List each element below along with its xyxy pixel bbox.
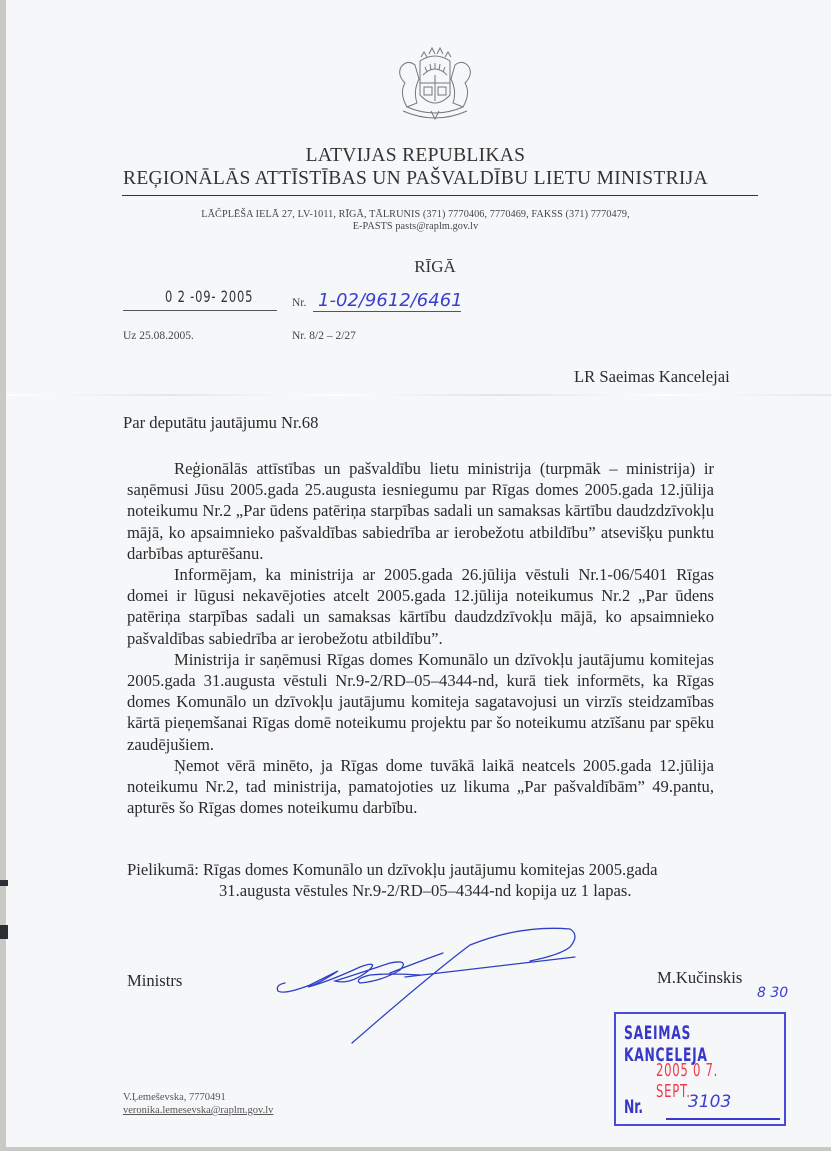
footer-email-link[interactable]: veronika.lemesevska@raplm.gov.lv (123, 1105, 274, 1116)
attachment-line2: 31.augusta vēstules Nr.9-2/RD–05–4344-nd kopija uz 1 lapas. (219, 881, 632, 900)
signatory-title: Ministrs (127, 971, 183, 990)
letter-body (127, 458, 714, 818)
signatory-name: M.Kučinskis (657, 968, 743, 987)
coat-of-arms-icon (393, 45, 477, 125)
stamp-nr-label: Nr. (624, 1096, 644, 1118)
reference-nr: Nr. 8/2 – 2/27 (292, 330, 356, 342)
attachment-line1: Pielikumā: Rīgas domes Komunālo un dzīvokļu jautājumu komitejas 2005.gada (127, 860, 658, 879)
nr-underline (313, 311, 461, 312)
scan-edge-mark (0, 880, 8, 886)
scan-edge-mark (0, 925, 8, 939)
nr-label: Nr. (292, 297, 307, 309)
stamp-nr-underline (666, 1118, 780, 1120)
handwritten-reg-number: 1-02/9612/6461 (318, 290, 463, 311)
place-of-issue: RĪGĀ (414, 257, 456, 276)
stamp-date: 2005 0 7. SEPT. (656, 1060, 719, 1102)
letterhead-rule (122, 195, 758, 196)
letterhead-line1: LATVIJAS REPUBLIKAS (305, 145, 526, 166)
saeima-registration-stamp (614, 1012, 786, 1126)
handwritten-signature (270, 915, 580, 1050)
stamp-title: SAEIMAS KANCELEJA (624, 1022, 708, 1066)
letterhead-email: E-PASTS pasts@raplm.gov.lv (352, 221, 479, 232)
footer-contact: V.Ļemeševska, 7770491 (123, 1092, 226, 1103)
handwritten-note: 8 30 (757, 985, 789, 1001)
fold-line (6, 394, 831, 396)
letterhead-ministry: REĢIONĀLĀS ATTĪSTĪBAS UN PAŠVALDĪBU LIETU MINISTRIJA (123, 168, 708, 189)
date-stamp: 0 2 -09- 2005 (165, 287, 254, 306)
reference-uz: Uz 25.08.2005. (123, 330, 194, 342)
recipient: LR Saeimas Kancelejai (574, 367, 730, 386)
footer-email[interactable] (123, 1105, 273, 1116)
body-paragraph: Ministrija ir saņēmusi Rīgas domes Komunālo un dzīvokļu jautājumu komitejas 2005.gada 31.augusta vēstuli Nr.9-2/RD–05–4344-nd, kurā tiek informēts, ka Rīgas domes Komunālo un dzīvokļu jautājumu komiteja sagatavojusi un virzīs steidzamības kārtā pieņemšanai Rīgas domē noteikumu projektu par šo noteikumu atzīšanu par spēku zaudējušiem. (127, 649, 714, 754)
body-paragraph: Reģionālās attīstības un pašvaldību lietu ministrija (turpmāk – ministrija) ir saņēmusi Jūsu 2005.gada 25.augusta iesniegumu par Rīgas domes 2005.gada 12.jūlija noteikumu Nr.2 „Par ūdens patēriņa starpības sadali un samaksas kārtību daudzdzīvokļu mājā, ko apsaimnieko pašvaldības sabiedrība ar ierobežotu atbildību” atsevišķu punktu darbības apturēšanu. (127, 459, 714, 563)
body-paragraph: Informējam, ka ministrija ar 2005.gada 26.jūlija vēstuli Nr.1-06/5401 Rīgas domei ir lūgusi nekavējoties atcelt 2005.gada 12.jūlija noteikumus Nr.2 „Par ūdens patēriņa starpības sadali un samaksas kārtību daudzdzīvokļu mājā, ko apsaimnieko pašvaldības sabiedrība ar ierobežotu atbildību”. (127, 565, 714, 648)
body-paragraph: Ņemot vērā minēto, ja Rīgas dome tuvākā laikā neatcels 2005.gada 12.jūlija noteikumu Nr.2, tad ministrija, pamatojoties uz likuma „Par pašvaldībām” 49.pantu, apturēs šo Rīgas domes noteikumu darbību. (127, 755, 714, 818)
letterhead-address: LĀČPLĒŠA IELĀ 27, LV-1011, RĪGĀ, TĀLRUNIS (371) 7770406, 7770469, FAKSS (371) 7770479, (201, 209, 630, 220)
date-underline (123, 310, 277, 311)
stamp-nr-value: 3103 (688, 1092, 732, 1112)
subject: Par deputātu jautājumu Nr.68 (123, 413, 319, 432)
